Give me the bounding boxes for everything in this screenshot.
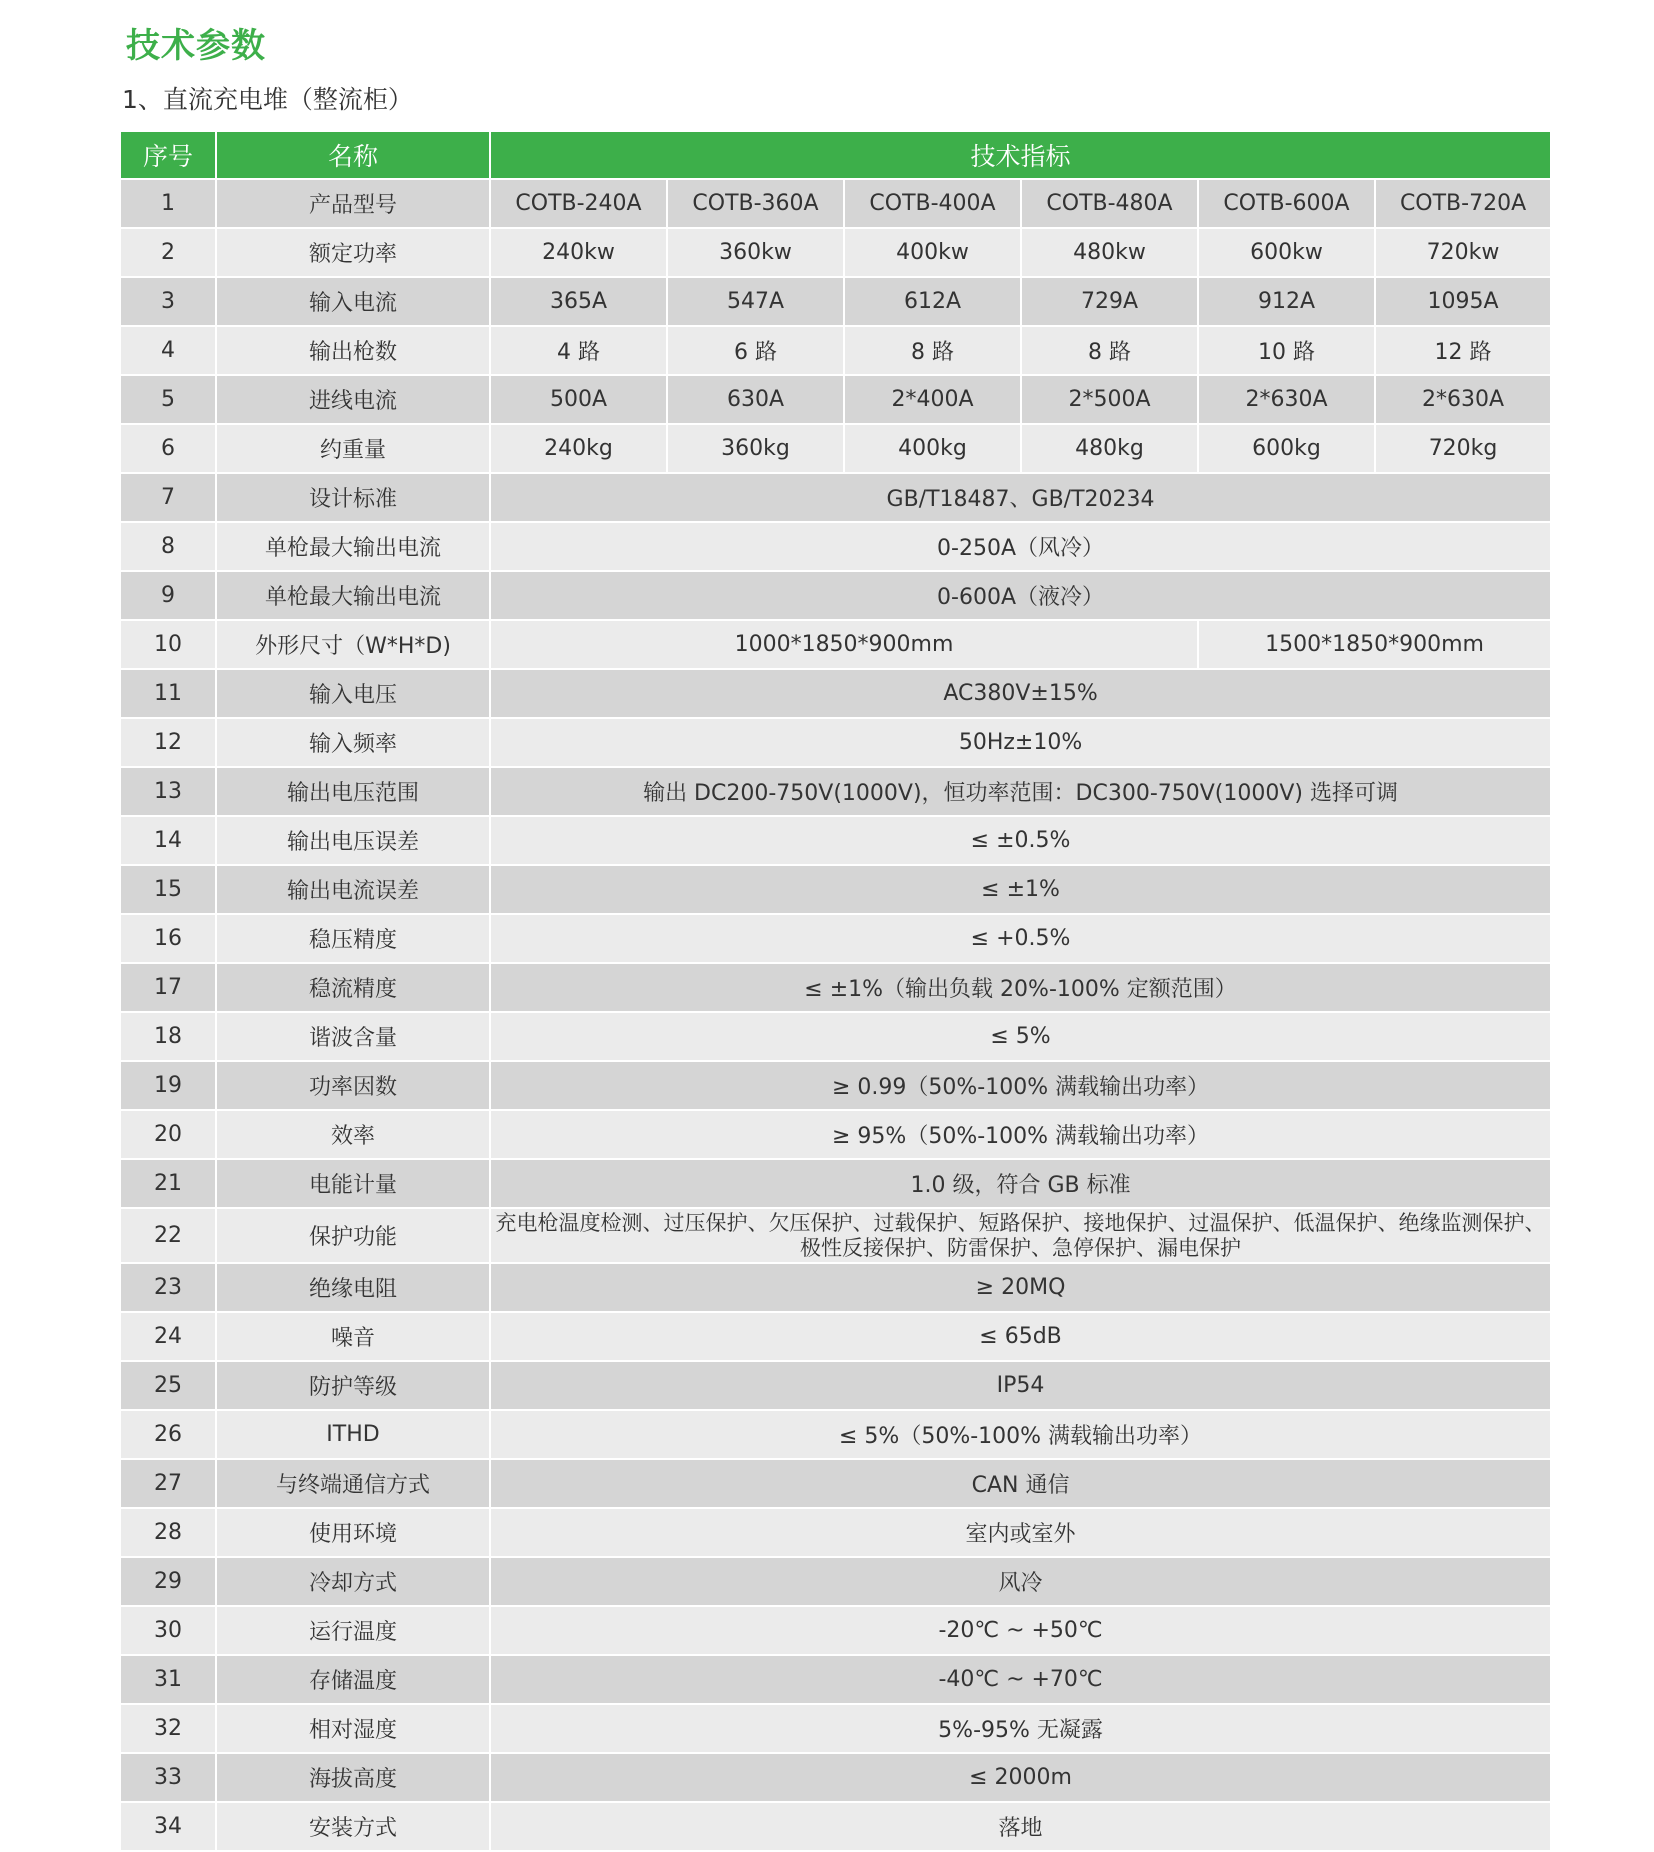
row-value: 输出 DC200-750V(1000V)，恒功率范围：DC300-750V(1000V) 选择可调 — [491, 768, 1550, 815]
row-name: 存储温度 — [217, 1656, 489, 1703]
row-value: COTB-480A — [1022, 180, 1197, 227]
row-seq: 13 — [121, 768, 215, 815]
row-name: 绝缘电阻 — [217, 1264, 489, 1311]
table-row — [121, 964, 1550, 1011]
table-row — [121, 866, 1550, 913]
row-seq: 1 — [121, 180, 215, 227]
row-value: 480kw — [1022, 229, 1197, 276]
row-value: COTB-600A — [1199, 180, 1374, 227]
row-name: 海拔高度 — [217, 1754, 489, 1801]
row-seq: 27 — [121, 1460, 215, 1507]
table-row — [121, 572, 1550, 619]
row-name: 输出电压范围 — [217, 768, 489, 815]
row-seq: 15 — [121, 866, 215, 913]
row-value: -20℃ ~ +50℃ — [491, 1607, 1550, 1654]
row-seq: 32 — [121, 1705, 215, 1752]
row-value: 12 路 — [1376, 327, 1550, 374]
table-row — [121, 915, 1550, 962]
row-value: 912A — [1199, 278, 1374, 325]
row-value: ≤ 65dB — [491, 1313, 1550, 1360]
row-value: 729A — [1022, 278, 1197, 325]
row-seq: 11 — [121, 670, 215, 717]
row-value: ≤ 5% — [491, 1013, 1550, 1060]
row-seq: 4 — [121, 327, 215, 374]
row-value: 1500*1850*900mm — [1199, 621, 1550, 668]
row-seq: 7 — [121, 474, 215, 521]
row-value: 2*630A — [1376, 376, 1550, 423]
row-value: 365A — [491, 278, 666, 325]
row-name: 安装方式 — [217, 1803, 489, 1850]
row-name: 单枪最大输出电流 — [217, 572, 489, 619]
table-row — [121, 1754, 1550, 1801]
table-row — [121, 1111, 1550, 1158]
row-value: 400kw — [845, 229, 1020, 276]
row-value: 480kg — [1022, 425, 1197, 472]
row-seq: 2 — [121, 229, 215, 276]
row-seq: 16 — [121, 915, 215, 962]
row-value: 500A — [491, 376, 666, 423]
row-seq: 23 — [121, 1264, 215, 1311]
header-name: 名称 — [217, 132, 489, 178]
row-value: 400kg — [845, 425, 1020, 472]
row-value: 8 路 — [845, 327, 1020, 374]
row-value: 600kg — [1199, 425, 1374, 472]
row-value: ≤ +0.5% — [491, 915, 1550, 962]
page-title: 技术参数 — [126, 26, 266, 66]
row-seq: 24 — [121, 1313, 215, 1360]
row-name: 冷却方式 — [217, 1558, 489, 1605]
section-subtitle: 1、直流充电堆（整流柜） — [122, 85, 413, 114]
row-value: 室内或室外 — [491, 1509, 1550, 1556]
row-value: 风冷 — [491, 1558, 1550, 1605]
row-seq: 28 — [121, 1509, 215, 1556]
row-value: 0-250A（风冷） — [491, 523, 1550, 570]
row-value: 8 路 — [1022, 327, 1197, 374]
row-seq: 3 — [121, 278, 215, 325]
row-name: 输出枪数 — [217, 327, 489, 374]
row-value: COTB-240A — [491, 180, 666, 227]
table-row — [121, 474, 1550, 521]
table-row — [121, 1509, 1550, 1556]
row-value: 4 路 — [491, 327, 666, 374]
row-value: COTB-720A — [1376, 180, 1550, 227]
table-row — [121, 376, 1550, 423]
table-row — [121, 523, 1550, 570]
row-value: ≥ 95%（50%-100% 满载输出功率） — [491, 1111, 1550, 1158]
row-name: 功率因数 — [217, 1062, 489, 1109]
table-row — [121, 768, 1550, 815]
table-row — [121, 670, 1550, 717]
row-name: 运行温度 — [217, 1607, 489, 1654]
table-row — [121, 1460, 1550, 1507]
table-header-row — [121, 132, 1550, 178]
row-name: 保护功能 — [217, 1209, 489, 1262]
row-value: 547A — [668, 278, 843, 325]
table-row — [121, 817, 1550, 864]
table-row — [121, 1160, 1550, 1207]
row-value: 600kw — [1199, 229, 1374, 276]
row-seq: 19 — [121, 1062, 215, 1109]
row-value: 0-600A（液冷） — [491, 572, 1550, 619]
row-name: 效率 — [217, 1111, 489, 1158]
row-seq: 33 — [121, 1754, 215, 1801]
table-row — [121, 1705, 1550, 1752]
row-value: 2*630A — [1199, 376, 1374, 423]
row-name: 噪音 — [217, 1313, 489, 1360]
row-value: 5%-95% 无凝露 — [491, 1705, 1550, 1752]
row-value: ≥ 0.99（50%-100% 满载输出功率） — [491, 1062, 1550, 1109]
table-row — [121, 719, 1550, 766]
row-name: 稳压精度 — [217, 915, 489, 962]
header-spec: 技术指标 — [491, 132, 1550, 178]
table-row — [121, 1411, 1550, 1458]
row-seq: 17 — [121, 964, 215, 1011]
table-row — [121, 1362, 1550, 1409]
table-row — [121, 1607, 1550, 1654]
row-value: ≥ 20MQ — [491, 1264, 1550, 1311]
row-seq: 18 — [121, 1013, 215, 1060]
row-name: 输入电压 — [217, 670, 489, 717]
table-row — [121, 1209, 1550, 1262]
row-value: 落地 — [491, 1803, 1550, 1850]
row-seq: 22 — [121, 1209, 215, 1262]
row-value: 2*400A — [845, 376, 1020, 423]
row-name: 输入电流 — [217, 278, 489, 325]
row-value: ≤ 2000m — [491, 1754, 1550, 1801]
row-value: 1.0 级，符合 GB 标准 — [491, 1160, 1550, 1207]
row-value: CAN 通信 — [491, 1460, 1550, 1507]
row-seq: 20 — [121, 1111, 215, 1158]
spec-table — [119, 130, 1552, 1852]
row-value: 充电枪温度检测、过压保护、欠压保护、过载保护、短路保护、接地保护、过温保护、低温保护、绝缘监测保护、极性反接保护、防雷保护、急停保护、漏电保护 — [491, 1209, 1550, 1262]
row-value: IP54 — [491, 1362, 1550, 1409]
row-seq: 9 — [121, 572, 215, 619]
table-row — [121, 1013, 1550, 1060]
row-seq: 26 — [121, 1411, 215, 1458]
row-seq: 29 — [121, 1558, 215, 1605]
row-value: ≤ 5%（50%-100% 满载输出功率） — [491, 1411, 1550, 1458]
row-value: 240kg — [491, 425, 666, 472]
table-row — [121, 278, 1550, 325]
table-row — [121, 1264, 1550, 1311]
row-seq: 30 — [121, 1607, 215, 1654]
row-name: ITHD — [217, 1411, 489, 1458]
row-seq: 25 — [121, 1362, 215, 1409]
row-value: COTB-400A — [845, 180, 1020, 227]
row-seq: 5 — [121, 376, 215, 423]
table-row — [121, 425, 1550, 472]
row-name: 与终端通信方式 — [217, 1460, 489, 1507]
row-value: 2*500A — [1022, 376, 1197, 423]
row-value: AC380V±15% — [491, 670, 1550, 717]
table-row — [121, 1803, 1550, 1850]
row-name: 额定功率 — [217, 229, 489, 276]
row-seq: 10 — [121, 621, 215, 668]
row-value: COTB-360A — [668, 180, 843, 227]
row-name: 约重量 — [217, 425, 489, 472]
row-name: 稳流精度 — [217, 964, 489, 1011]
row-value: 612A — [845, 278, 1020, 325]
row-seq: 31 — [121, 1656, 215, 1703]
row-name: 单枪最大输出电流 — [217, 523, 489, 570]
table-row — [121, 621, 1550, 668]
row-name: 电能计量 — [217, 1160, 489, 1207]
table-row — [121, 180, 1550, 227]
row-value: ≤ ±0.5% — [491, 817, 1550, 864]
row-value: 630A — [668, 376, 843, 423]
row-value: GB/T18487、GB/T20234 — [491, 474, 1550, 521]
row-seq: 12 — [121, 719, 215, 766]
row-name: 进线电流 — [217, 376, 489, 423]
row-value: 50Hz±10% — [491, 719, 1550, 766]
row-value: 1000*1850*900mm — [491, 621, 1197, 668]
table-row — [121, 1656, 1550, 1703]
row-name: 相对湿度 — [217, 1705, 489, 1752]
row-value: 720kw — [1376, 229, 1550, 276]
table-row — [121, 1062, 1550, 1109]
row-value: 10 路 — [1199, 327, 1374, 374]
row-name: 使用环境 — [217, 1509, 489, 1556]
row-name: 防护等级 — [217, 1362, 489, 1409]
row-value: -40℃ ~ +70℃ — [491, 1656, 1550, 1703]
row-name: 外形尺寸（W*H*D) — [217, 621, 489, 668]
row-value: ≤ ±1% — [491, 866, 1550, 913]
row-value: ≤ ±1%（输出负载 20%-100% 定额范围） — [491, 964, 1550, 1011]
row-value: 6 路 — [668, 327, 843, 374]
header-seq: 序号 — [121, 132, 215, 178]
row-value: 360kg — [668, 425, 843, 472]
row-value: 240kw — [491, 229, 666, 276]
row-name: 输出电流误差 — [217, 866, 489, 913]
row-name: 谐波含量 — [217, 1013, 489, 1060]
row-name: 产品型号 — [217, 180, 489, 227]
table-row — [121, 327, 1550, 374]
row-seq: 6 — [121, 425, 215, 472]
row-seq: 21 — [121, 1160, 215, 1207]
row-value: 360kw — [668, 229, 843, 276]
row-name: 设计标准 — [217, 474, 489, 521]
row-seq: 14 — [121, 817, 215, 864]
row-value: 1095A — [1376, 278, 1550, 325]
row-seq: 34 — [121, 1803, 215, 1850]
row-value: 720kg — [1376, 425, 1550, 472]
row-seq: 8 — [121, 523, 215, 570]
table-row — [121, 229, 1550, 276]
row-name: 输入频率 — [217, 719, 489, 766]
table-row — [121, 1313, 1550, 1360]
row-name: 输出电压误差 — [217, 817, 489, 864]
table-row — [121, 1558, 1550, 1605]
